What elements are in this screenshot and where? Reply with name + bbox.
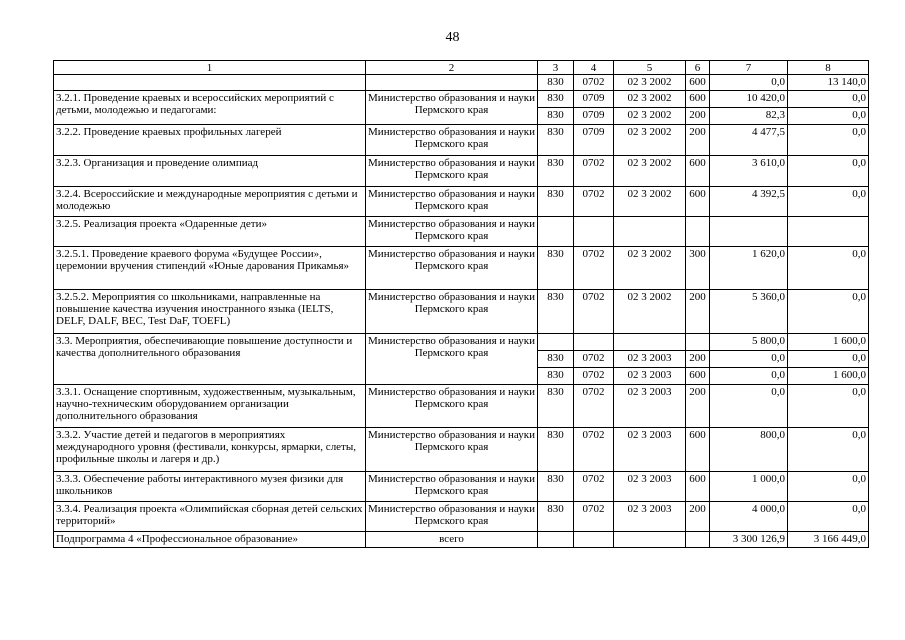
row-org: Министерство образования и науки Пермского края (366, 290, 538, 334)
row-name: 3.3.3. Обеспечение работы интерактивного музея физики для школьников (54, 472, 366, 502)
cell-c6: 200 (686, 351, 710, 368)
cell-c3: 830 (538, 290, 574, 334)
cell-c6: 600 (686, 156, 710, 187)
column-header: 8 (788, 61, 869, 75)
cell-c8: 0,0 (788, 428, 869, 472)
cell-c7: 5 800,0 (710, 334, 788, 351)
cell-c4: 0702 (574, 351, 614, 368)
page-number: 48 (445, 30, 460, 45)
cell-c5: 02 3 2002 (614, 108, 686, 125)
cell-c7: 4 392,5 (710, 187, 788, 217)
cell-c3: 830 (538, 108, 574, 125)
cell-c6: 200 (686, 290, 710, 334)
table-row (54, 187, 869, 217)
cell-c3: 830 (538, 75, 574, 91)
table-row (54, 334, 869, 351)
cell-c7: 5 360,0 (710, 290, 788, 334)
row-name: 3.3.4. Реализация проекта «Олимпийская сборная детей сельских территорий» (54, 502, 366, 532)
cell-c7: 0,0 (710, 351, 788, 368)
cell-c4: 0702 (574, 247, 614, 290)
header-row (54, 61, 869, 75)
column-header: 2 (366, 61, 538, 75)
row-org: Министерство образования и науки Пермского края (366, 472, 538, 502)
cell-c3: 830 (538, 125, 574, 156)
cell-c3: 830 (538, 385, 574, 428)
cell-c5: 02 3 2003 (614, 502, 686, 532)
cell-c4: 0702 (574, 368, 614, 385)
cell-c8: 1 600,0 (788, 368, 869, 385)
cell-c3: 830 (538, 187, 574, 217)
table-row (54, 217, 869, 247)
row-org: Министерство образования и науки Пермского края (366, 217, 538, 247)
table-row (54, 156, 869, 187)
cell-c4: 0702 (574, 472, 614, 502)
cell-c3 (538, 217, 574, 247)
row-org: Министерство образования и науки Пермского края (366, 385, 538, 428)
cell-c6: 600 (686, 472, 710, 502)
cell-c8: 0,0 (788, 290, 869, 334)
cell-c4 (574, 217, 614, 247)
table-row (54, 428, 869, 472)
cell-c5: 02 3 2003 (614, 351, 686, 368)
cell-c4: 0702 (574, 385, 614, 428)
cell-c3 (538, 532, 574, 548)
cell-c8: 13 140,0 (788, 75, 869, 91)
cell-c6: 600 (686, 428, 710, 472)
cell-c7: 0,0 (710, 368, 788, 385)
row-name: 3.2.5.1. Проведение краевого форума «Будущее России», церемонии вручения стипендий «Юные дарования Прикамья» (54, 247, 366, 290)
cell-c7: 4 000,0 (710, 502, 788, 532)
row-name: 3.3.2. Участие детей и педагогов в мероприятиях международного уровня (фестивали, конкурсы, ярмарки, слеты, профильные школы и лагеря и др.) (54, 428, 366, 472)
cell-c5 (614, 217, 686, 247)
row-name (54, 75, 366, 91)
row-org: Министерство образования и науки Пермского края (366, 428, 538, 472)
row-name: 3.2.4. Всероссийские и международные мероприятия с детьми и молодежью (54, 187, 366, 217)
row-org: Министерство образования и науки Пермского края (366, 502, 538, 532)
cell-c4: 0702 (574, 156, 614, 187)
cell-c6 (686, 532, 710, 548)
column-header: 1 (54, 61, 366, 75)
cell-c5: 02 3 2003 (614, 368, 686, 385)
cell-c3: 830 (538, 156, 574, 187)
cell-c3: 830 (538, 91, 574, 108)
cell-c7: 82,3 (710, 108, 788, 125)
column-header: 4 (574, 61, 614, 75)
column-header: 7 (710, 61, 788, 75)
cell-c3: 830 (538, 247, 574, 290)
cell-c3: 830 (538, 368, 574, 385)
cell-c6 (686, 334, 710, 351)
table-row (54, 290, 869, 334)
table-row (54, 247, 869, 290)
row-org: всего (366, 532, 538, 548)
cell-c4: 0702 (574, 75, 614, 91)
cell-c3: 830 (538, 502, 574, 532)
cell-c8: 0,0 (788, 472, 869, 502)
cell-c4: 0702 (574, 502, 614, 532)
cell-c4: 0702 (574, 290, 614, 334)
cell-c8: 0,0 (788, 502, 869, 532)
row-name: 3.2.5.2. Мероприятия со школьниками, направленные на повышение качества изучения иностранного языка (IELTS, DELF, DALF, BEC, Test DaF, TOEFL) (54, 290, 366, 334)
column-header: 6 (686, 61, 710, 75)
cell-c4: 0709 (574, 125, 614, 156)
cell-c5: 02 3 2002 (614, 91, 686, 108)
cell-c3: 830 (538, 472, 574, 502)
cell-c5: 02 3 2003 (614, 385, 686, 428)
cell-c8: 0,0 (788, 156, 869, 187)
cell-c6: 200 (686, 125, 710, 156)
cell-c5: 02 3 2002 (614, 290, 686, 334)
cell-c6: 600 (686, 75, 710, 91)
cell-c4: 0709 (574, 108, 614, 125)
cell-c7: 10 420,0 (710, 91, 788, 108)
row-org: Министерство образования и науки Пермского края (366, 125, 538, 156)
cell-c3: 830 (538, 428, 574, 472)
cell-c8: 0,0 (788, 247, 869, 290)
cell-c5 (614, 334, 686, 351)
cell-c7: 0,0 (710, 385, 788, 428)
row-name: 3.3.1. Оснащение спортивным, художественным, музыкальным, научно-техническим оборудованием организации дополнительного образования (54, 385, 366, 428)
cell-c6: 200 (686, 108, 710, 125)
cell-c7: 1 000,0 (710, 472, 788, 502)
column-header: 5 (614, 61, 686, 75)
cell-c4 (574, 532, 614, 548)
cell-c6: 600 (686, 91, 710, 108)
cell-c6: 600 (686, 368, 710, 385)
column-header: 3 (538, 61, 574, 75)
cell-c8 (788, 217, 869, 247)
cell-c8: 0,0 (788, 125, 869, 156)
row-name: 3.2.3. Организация и проведение олимпиад (54, 156, 366, 187)
budget-table (53, 60, 869, 548)
cell-c7: 4 477,5 (710, 125, 788, 156)
cell-c5: 02 3 2002 (614, 156, 686, 187)
row-org: Министерство образования и науки Пермского края (366, 334, 538, 385)
row-name: 3.3. Мероприятия, обеспечивающие повышение доступности и качества дополнительного образования (54, 334, 366, 385)
cell-c6: 200 (686, 385, 710, 428)
cell-c8: 0,0 (788, 108, 869, 125)
cell-c6: 600 (686, 187, 710, 217)
row-name: 3.2.5. Реализация проекта «Одаренные дети» (54, 217, 366, 247)
table-row (54, 472, 869, 502)
cell-c7: 3 300 126,9 (710, 532, 788, 548)
cell-c7: 1 620,0 (710, 247, 788, 290)
cell-c5: 02 3 2002 (614, 247, 686, 290)
cell-c6: 300 (686, 247, 710, 290)
cell-c4: 0709 (574, 91, 614, 108)
cell-c5: 02 3 2003 (614, 472, 686, 502)
table-row-total (54, 532, 869, 548)
cell-c6 (686, 217, 710, 247)
cell-c5: 02 3 2003 (614, 428, 686, 472)
cell-c8: 1 600,0 (788, 334, 869, 351)
row-name: 3.2.2. Проведение краевых профильных лагерей (54, 125, 366, 156)
cell-c8: 0,0 (788, 91, 869, 108)
cell-c3 (538, 334, 574, 351)
table-row (54, 385, 869, 428)
cell-c6: 200 (686, 502, 710, 532)
cell-c7: 800,0 (710, 428, 788, 472)
cell-c7 (710, 217, 788, 247)
row-org: Министерство образования и науки Пермского края (366, 247, 538, 290)
row-org: Министерство образования и науки Пермского края (366, 91, 538, 125)
table-row (54, 502, 869, 532)
cell-c5: 02 3 2002 (614, 187, 686, 217)
cell-c8: 0,0 (788, 385, 869, 428)
cell-c4 (574, 334, 614, 351)
row-name: 3.2.1. Проведение краевых и всероссийских мероприятий с детьми, молодежью и педагогами: (54, 91, 366, 125)
cell-c8: 0,0 (788, 351, 869, 368)
cell-c8: 0,0 (788, 187, 869, 217)
cell-c5: 02 3 2002 (614, 125, 686, 156)
cell-c7: 0,0 (710, 75, 788, 91)
cell-c3: 830 (538, 351, 574, 368)
row-org (366, 75, 538, 91)
row-org: Министерство образования и науки Пермского края (366, 187, 538, 217)
row-name: Подпрограмма 4 «Профессиональное образование» (54, 532, 366, 548)
cell-c5: 02 3 2002 (614, 75, 686, 91)
cell-c4: 0702 (574, 428, 614, 472)
cell-c4: 0702 (574, 187, 614, 217)
row-org: Министерство образования и науки Пермского края (366, 156, 538, 187)
table-row (54, 91, 869, 108)
cell-c5 (614, 532, 686, 548)
cell-c8: 3 166 449,0 (788, 532, 869, 548)
table-row (54, 75, 869, 91)
cell-c7: 3 610,0 (710, 156, 788, 187)
table-row (54, 125, 869, 156)
